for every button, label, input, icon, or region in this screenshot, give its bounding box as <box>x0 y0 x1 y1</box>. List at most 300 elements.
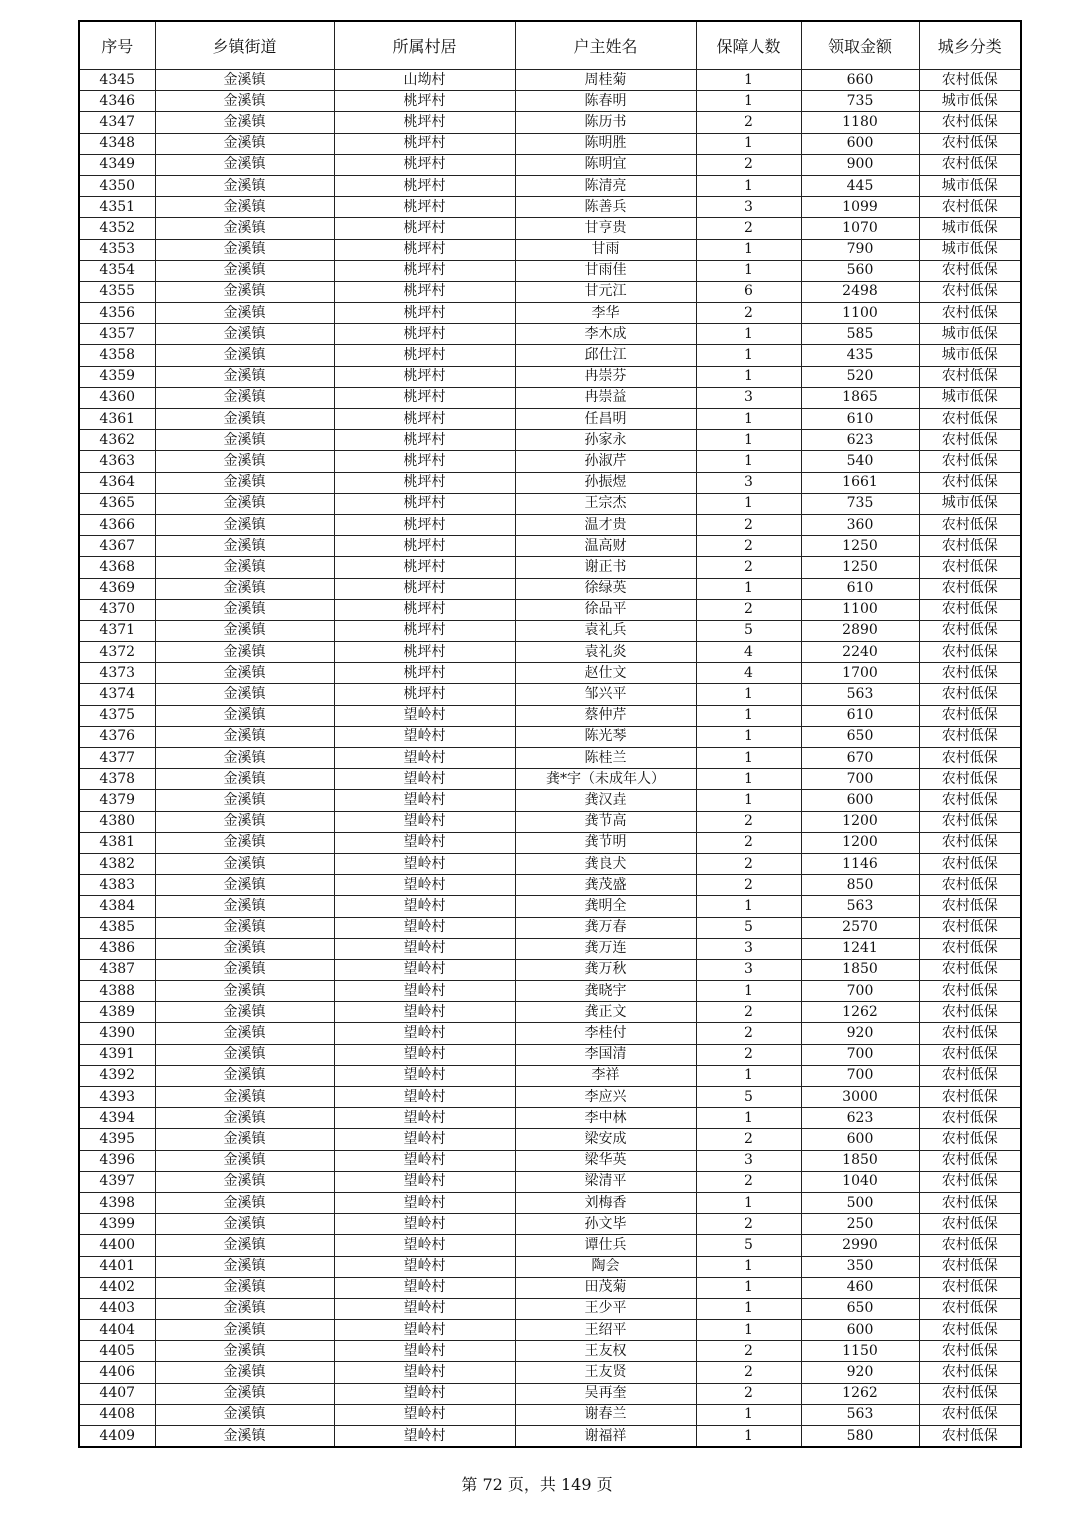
header-amount: 领取金额 <box>801 21 919 70</box>
cell-category: 农村低保 <box>919 832 1021 853</box>
cell-amount: 563 <box>801 896 919 917</box>
cell-category: 农村低保 <box>919 1192 1021 1213</box>
cell-township: 金溪镇 <box>155 832 334 853</box>
cell-covered-persons: 1 <box>696 91 801 112</box>
cell-village: 望岭村 <box>334 1023 515 1044</box>
cell-serial-number: 4356 <box>79 303 155 324</box>
cell-household-head: 陈明宜 <box>515 154 696 175</box>
cell-village: 望岭村 <box>334 1320 515 1341</box>
cell-serial-number: 4381 <box>79 832 155 853</box>
cell-amount: 610 <box>801 578 919 599</box>
cell-amount: 670 <box>801 748 919 769</box>
cell-township: 金溪镇 <box>155 1256 334 1277</box>
cell-township: 金溪镇 <box>155 1214 334 1235</box>
table-row <box>79 1298 1021 1319</box>
cell-amount: 790 <box>801 239 919 260</box>
cell-amount: 1850 <box>801 959 919 980</box>
cell-serial-number: 4376 <box>79 726 155 747</box>
cell-household-head: 孙家永 <box>515 430 696 451</box>
cell-covered-persons: 1 <box>696 1108 801 1129</box>
table-row <box>79 281 1021 302</box>
cell-village: 望岭村 <box>334 769 515 790</box>
cell-household-head: 陈善兵 <box>515 197 696 218</box>
cell-serial-number: 4374 <box>79 684 155 705</box>
table-row <box>79 175 1021 196</box>
cell-covered-persons: 1 <box>696 1256 801 1277</box>
cell-serial-number: 4367 <box>79 536 155 557</box>
cell-village: 桃坪村 <box>334 91 515 112</box>
cell-amount: 1262 <box>801 1002 919 1023</box>
cell-serial-number: 4399 <box>79 1214 155 1235</box>
cell-township: 金溪镇 <box>155 1002 334 1023</box>
table-row <box>79 1277 1021 1298</box>
cell-village: 望岭村 <box>334 1383 515 1404</box>
cell-amount: 623 <box>801 1108 919 1129</box>
cell-township: 金溪镇 <box>155 70 334 91</box>
cell-covered-persons: 1 <box>696 1298 801 1319</box>
cell-serial-number: 4409 <box>79 1426 155 1448</box>
cell-household-head: 龚万连 <box>515 938 696 959</box>
cell-amount: 1146 <box>801 853 919 874</box>
cell-category: 农村低保 <box>919 959 1021 980</box>
cell-serial-number: 4382 <box>79 853 155 874</box>
cell-covered-persons: 1 <box>696 260 801 281</box>
table-row <box>79 366 1021 387</box>
table-row <box>79 981 1021 1002</box>
cell-category: 农村低保 <box>919 726 1021 747</box>
cell-category: 农村低保 <box>919 112 1021 133</box>
cell-household-head: 冉崇芬 <box>515 366 696 387</box>
cell-serial-number: 4351 <box>79 197 155 218</box>
cell-serial-number: 4372 <box>79 642 155 663</box>
cell-township: 金溪镇 <box>155 875 334 896</box>
cell-village: 望岭村 <box>334 959 515 980</box>
cell-village: 望岭村 <box>334 1341 515 1362</box>
cell-amount: 920 <box>801 1023 919 1044</box>
cell-category: 农村低保 <box>919 430 1021 451</box>
cell-covered-persons: 2 <box>696 1002 801 1023</box>
cell-covered-persons: 2 <box>696 154 801 175</box>
cell-serial-number: 4355 <box>79 281 155 302</box>
cell-village: 望岭村 <box>334 1192 515 1213</box>
cell-household-head: 王友权 <box>515 1341 696 1362</box>
cell-serial-number: 4369 <box>79 578 155 599</box>
table-row <box>79 853 1021 874</box>
cell-serial-number: 4385 <box>79 917 155 938</box>
cell-category: 农村低保 <box>919 1214 1021 1235</box>
cell-covered-persons: 5 <box>696 1087 801 1108</box>
cell-township: 金溪镇 <box>155 1150 334 1171</box>
table-row <box>79 896 1021 917</box>
cell-category: 农村低保 <box>919 811 1021 832</box>
cell-covered-persons: 2 <box>696 1023 801 1044</box>
cell-serial-number: 4379 <box>79 790 155 811</box>
cell-household-head: 梁华英 <box>515 1150 696 1171</box>
cell-household-head: 龚晓宇 <box>515 981 696 1002</box>
cell-village: 桃坪村 <box>334 197 515 218</box>
cell-township: 金溪镇 <box>155 1426 334 1448</box>
table-row <box>79 832 1021 853</box>
cell-covered-persons: 1 <box>696 896 801 917</box>
cell-category: 农村低保 <box>919 1023 1021 1044</box>
table-row <box>79 790 1021 811</box>
subsistence-allowance-table <box>78 20 1022 1448</box>
table-row <box>79 1044 1021 1065</box>
cell-township: 金溪镇 <box>155 493 334 514</box>
cell-covered-persons: 1 <box>696 1192 801 1213</box>
cell-covered-persons: 2 <box>696 536 801 557</box>
table-row <box>79 748 1021 769</box>
cell-township: 金溪镇 <box>155 112 334 133</box>
table-row <box>79 239 1021 260</box>
cell-serial-number: 4359 <box>79 366 155 387</box>
cell-village: 望岭村 <box>334 832 515 853</box>
cell-amount: 735 <box>801 91 919 112</box>
cell-township: 金溪镇 <box>155 1298 334 1319</box>
table-row <box>79 430 1021 451</box>
cell-covered-persons: 1 <box>696 324 801 345</box>
cell-category: 农村低保 <box>919 1404 1021 1425</box>
cell-category: 农村低保 <box>919 1044 1021 1065</box>
table-row <box>79 1341 1021 1362</box>
cell-covered-persons: 4 <box>696 642 801 663</box>
cell-amount: 540 <box>801 451 919 472</box>
cell-village: 望岭村 <box>334 790 515 811</box>
cell-category: 农村低保 <box>919 1171 1021 1192</box>
cell-village: 桃坪村 <box>334 133 515 154</box>
table-body <box>79 70 1021 1448</box>
cell-category: 农村低保 <box>919 853 1021 874</box>
table-row <box>79 620 1021 641</box>
table-row <box>79 938 1021 959</box>
cell-category: 农村低保 <box>919 1383 1021 1404</box>
cell-village: 望岭村 <box>334 1108 515 1129</box>
cell-township: 金溪镇 <box>155 366 334 387</box>
cell-serial-number: 4357 <box>79 324 155 345</box>
cell-category: 农村低保 <box>919 1065 1021 1086</box>
cell-covered-persons: 3 <box>696 959 801 980</box>
cell-amount: 1850 <box>801 1150 919 1171</box>
cell-amount: 250 <box>801 1214 919 1235</box>
cell-household-head: 王少平 <box>515 1298 696 1319</box>
cell-household-head: 温高财 <box>515 536 696 557</box>
cell-covered-persons: 2 <box>696 1044 801 1065</box>
cell-household-head: 陈光琴 <box>515 726 696 747</box>
cell-household-head: 龚明全 <box>515 896 696 917</box>
cell-category: 农村低保 <box>919 1426 1021 1448</box>
cell-covered-persons: 1 <box>696 981 801 1002</box>
table-row <box>79 70 1021 91</box>
cell-serial-number: 4402 <box>79 1277 155 1298</box>
cell-serial-number: 4365 <box>79 493 155 514</box>
cell-household-head: 任昌明 <box>515 409 696 430</box>
cell-village: 望岭村 <box>334 1002 515 1023</box>
cell-township: 金溪镇 <box>155 1383 334 1404</box>
cell-covered-persons: 1 <box>696 1404 801 1425</box>
cell-village: 望岭村 <box>334 875 515 896</box>
table-row <box>79 1129 1021 1150</box>
cell-household-head: 陶会 <box>515 1256 696 1277</box>
cell-serial-number: 4383 <box>79 875 155 896</box>
cell-covered-persons: 1 <box>696 684 801 705</box>
cell-township: 金溪镇 <box>155 599 334 620</box>
cell-household-head: 龚万秋 <box>515 959 696 980</box>
cell-serial-number: 4348 <box>79 133 155 154</box>
cell-village: 望岭村 <box>334 1235 515 1256</box>
cell-amount: 700 <box>801 769 919 790</box>
cell-township: 金溪镇 <box>155 472 334 493</box>
cell-category: 农村低保 <box>919 578 1021 599</box>
cell-village: 望岭村 <box>334 1171 515 1192</box>
cell-township: 金溪镇 <box>155 557 334 578</box>
cell-household-head: 谢正书 <box>515 557 696 578</box>
cell-village: 望岭村 <box>334 1044 515 1065</box>
header-village: 所属村居 <box>334 21 515 70</box>
table-row <box>79 112 1021 133</box>
cell-serial-number: 4398 <box>79 1192 155 1213</box>
page-number-footer: 第 72 页，共 149 页 <box>461 1475 613 1494</box>
cell-township: 金溪镇 <box>155 1362 334 1383</box>
table-row <box>79 1235 1021 1256</box>
cell-household-head: 梁清平 <box>515 1171 696 1192</box>
cell-village: 桃坪村 <box>334 642 515 663</box>
cell-serial-number: 4368 <box>79 557 155 578</box>
cell-amount: 735 <box>801 493 919 514</box>
cell-township: 金溪镇 <box>155 387 334 408</box>
cell-amount: 563 <box>801 1404 919 1425</box>
cell-household-head: 龚节明 <box>515 832 696 853</box>
cell-amount: 1099 <box>801 197 919 218</box>
table-row <box>79 536 1021 557</box>
cell-household-head: 甘亨贵 <box>515 218 696 239</box>
cell-township: 金溪镇 <box>155 239 334 260</box>
cell-category: 城市低保 <box>919 91 1021 112</box>
cell-amount: 610 <box>801 705 919 726</box>
cell-amount: 3000 <box>801 1087 919 1108</box>
cell-covered-persons: 1 <box>696 493 801 514</box>
cell-covered-persons: 1 <box>696 748 801 769</box>
header-category: 城乡分类 <box>919 21 1021 70</box>
cell-serial-number: 4371 <box>79 620 155 641</box>
cell-category: 农村低保 <box>919 875 1021 896</box>
cell-category: 农村低保 <box>919 536 1021 557</box>
cell-serial-number: 4347 <box>79 112 155 133</box>
table-row <box>79 472 1021 493</box>
cell-serial-number: 4401 <box>79 1256 155 1277</box>
cell-township: 金溪镇 <box>155 1129 334 1150</box>
cell-village: 桃坪村 <box>334 112 515 133</box>
cell-category: 城市低保 <box>919 324 1021 345</box>
table-row <box>79 642 1021 663</box>
cell-covered-persons: 2 <box>696 875 801 896</box>
cell-amount: 563 <box>801 684 919 705</box>
cell-covered-persons: 1 <box>696 366 801 387</box>
cell-amount: 560 <box>801 260 919 281</box>
cell-category: 农村低保 <box>919 451 1021 472</box>
cell-township: 金溪镇 <box>155 769 334 790</box>
cell-township: 金溪镇 <box>155 726 334 747</box>
cell-covered-persons: 1 <box>696 705 801 726</box>
cell-amount: 1200 <box>801 832 919 853</box>
cell-household-head: 袁礼炎 <box>515 642 696 663</box>
cell-household-head: 温才贵 <box>515 514 696 535</box>
cell-village: 桃坪村 <box>334 451 515 472</box>
cell-village: 桃坪村 <box>334 514 515 535</box>
cell-township: 金溪镇 <box>155 917 334 938</box>
table-row <box>79 599 1021 620</box>
cell-category: 农村低保 <box>919 366 1021 387</box>
cell-household-head: 龚汉垚 <box>515 790 696 811</box>
cell-village: 望岭村 <box>334 1256 515 1277</box>
cell-amount: 600 <box>801 790 919 811</box>
cell-category: 农村低保 <box>919 260 1021 281</box>
cell-serial-number: 4360 <box>79 387 155 408</box>
cell-serial-number: 4349 <box>79 154 155 175</box>
cell-household-head: 龚节高 <box>515 811 696 832</box>
cell-village: 望岭村 <box>334 896 515 917</box>
cell-amount: 580 <box>801 1426 919 1448</box>
table-row <box>79 1023 1021 1044</box>
cell-category: 农村低保 <box>919 70 1021 91</box>
cell-covered-persons: 2 <box>696 853 801 874</box>
cell-township: 金溪镇 <box>155 1320 334 1341</box>
table-header-row <box>79 21 1021 70</box>
cell-covered-persons: 3 <box>696 387 801 408</box>
cell-household-head: 吴再奎 <box>515 1383 696 1404</box>
cell-serial-number: 4353 <box>79 239 155 260</box>
cell-household-head: 孙振煜 <box>515 472 696 493</box>
cell-serial-number: 4394 <box>79 1108 155 1129</box>
table-row <box>79 1192 1021 1213</box>
cell-village: 桃坪村 <box>334 557 515 578</box>
table-row <box>79 1320 1021 1341</box>
cell-village: 桃坪村 <box>334 536 515 557</box>
cell-category: 农村低保 <box>919 1002 1021 1023</box>
cell-village: 桃坪村 <box>334 409 515 430</box>
cell-amount: 520 <box>801 366 919 387</box>
cell-household-head: 陈桂兰 <box>515 748 696 769</box>
cell-household-head: 邹兴平 <box>515 684 696 705</box>
header-covered-persons: 保障人数 <box>696 21 801 70</box>
cell-township: 金溪镇 <box>155 896 334 917</box>
cell-village: 望岭村 <box>334 981 515 1002</box>
cell-serial-number: 4378 <box>79 769 155 790</box>
cell-covered-persons: 1 <box>696 345 801 366</box>
cell-covered-persons: 1 <box>696 1426 801 1448</box>
cell-household-head: 陈清亮 <box>515 175 696 196</box>
cell-village: 望岭村 <box>334 1129 515 1150</box>
cell-township: 金溪镇 <box>155 790 334 811</box>
cell-amount: 1100 <box>801 303 919 324</box>
cell-village: 桃坪村 <box>334 366 515 387</box>
table-row <box>79 1383 1021 1404</box>
cell-household-head: 王绍平 <box>515 1320 696 1341</box>
cell-serial-number: 4388 <box>79 981 155 1002</box>
cell-village: 桃坪村 <box>334 599 515 620</box>
cell-category: 农村低保 <box>919 1150 1021 1171</box>
cell-amount: 900 <box>801 154 919 175</box>
cell-township: 金溪镇 <box>155 1171 334 1192</box>
cell-serial-number: 4352 <box>79 218 155 239</box>
table-row <box>79 303 1021 324</box>
cell-household-head: 徐绿英 <box>515 578 696 599</box>
cell-covered-persons: 2 <box>696 218 801 239</box>
cell-village: 望岭村 <box>334 1298 515 1319</box>
cell-category: 农村低保 <box>919 1108 1021 1129</box>
table-row <box>79 345 1021 366</box>
cell-township: 金溪镇 <box>155 684 334 705</box>
cell-category: 农村低保 <box>919 1298 1021 1319</box>
cell-household-head: 袁礼兵 <box>515 620 696 641</box>
cell-category: 农村低保 <box>919 1129 1021 1150</box>
table-row <box>79 1002 1021 1023</box>
cell-amount: 1241 <box>801 938 919 959</box>
cell-village: 桃坪村 <box>334 620 515 641</box>
cell-township: 金溪镇 <box>155 1087 334 1108</box>
cell-serial-number: 4393 <box>79 1087 155 1108</box>
cell-covered-persons: 1 <box>696 175 801 196</box>
cell-category: 农村低保 <box>919 472 1021 493</box>
cell-village: 桃坪村 <box>334 578 515 599</box>
cell-category: 农村低保 <box>919 1341 1021 1362</box>
cell-serial-number: 4377 <box>79 748 155 769</box>
cell-category: 农村低保 <box>919 281 1021 302</box>
cell-household-head: 陈春明 <box>515 91 696 112</box>
cell-serial-number: 4405 <box>79 1341 155 1362</box>
cell-household-head: 孙文毕 <box>515 1214 696 1235</box>
cell-village: 桃坪村 <box>334 218 515 239</box>
cell-serial-number: 4380 <box>79 811 155 832</box>
cell-category: 农村低保 <box>919 1087 1021 1108</box>
cell-serial-number: 4397 <box>79 1171 155 1192</box>
table-row <box>79 260 1021 281</box>
cell-covered-persons: 5 <box>696 917 801 938</box>
cell-village: 望岭村 <box>334 1150 515 1171</box>
cell-serial-number: 4375 <box>79 705 155 726</box>
cell-village: 桃坪村 <box>334 175 515 196</box>
cell-village: 桃坪村 <box>334 430 515 451</box>
cell-township: 金溪镇 <box>155 1192 334 1213</box>
cell-covered-persons: 3 <box>696 938 801 959</box>
cell-amount: 1100 <box>801 599 919 620</box>
cell-serial-number: 4403 <box>79 1298 155 1319</box>
cell-serial-number: 4386 <box>79 938 155 959</box>
cell-township: 金溪镇 <box>155 1235 334 1256</box>
cell-amount: 435 <box>801 345 919 366</box>
cell-serial-number: 4345 <box>79 70 155 91</box>
cell-village: 望岭村 <box>334 1277 515 1298</box>
cell-household-head: 甘元江 <box>515 281 696 302</box>
cell-household-head: 李国清 <box>515 1044 696 1065</box>
cell-household-head: 李木成 <box>515 324 696 345</box>
cell-township: 金溪镇 <box>155 409 334 430</box>
cell-category: 农村低保 <box>919 663 1021 684</box>
cell-household-head: 李应兴 <box>515 1087 696 1108</box>
cell-serial-number: 4404 <box>79 1320 155 1341</box>
cell-township: 金溪镇 <box>155 154 334 175</box>
cell-covered-persons: 1 <box>696 409 801 430</box>
cell-category: 城市低保 <box>919 345 1021 366</box>
cell-amount: 1262 <box>801 1383 919 1404</box>
cell-covered-persons: 1 <box>696 133 801 154</box>
cell-household-head: 甘雨 <box>515 239 696 260</box>
table-row <box>79 154 1021 175</box>
cell-covered-persons: 3 <box>696 1150 801 1171</box>
cell-village: 望岭村 <box>334 748 515 769</box>
table-row <box>79 1362 1021 1383</box>
cell-serial-number: 4373 <box>79 663 155 684</box>
cell-covered-persons: 2 <box>696 599 801 620</box>
